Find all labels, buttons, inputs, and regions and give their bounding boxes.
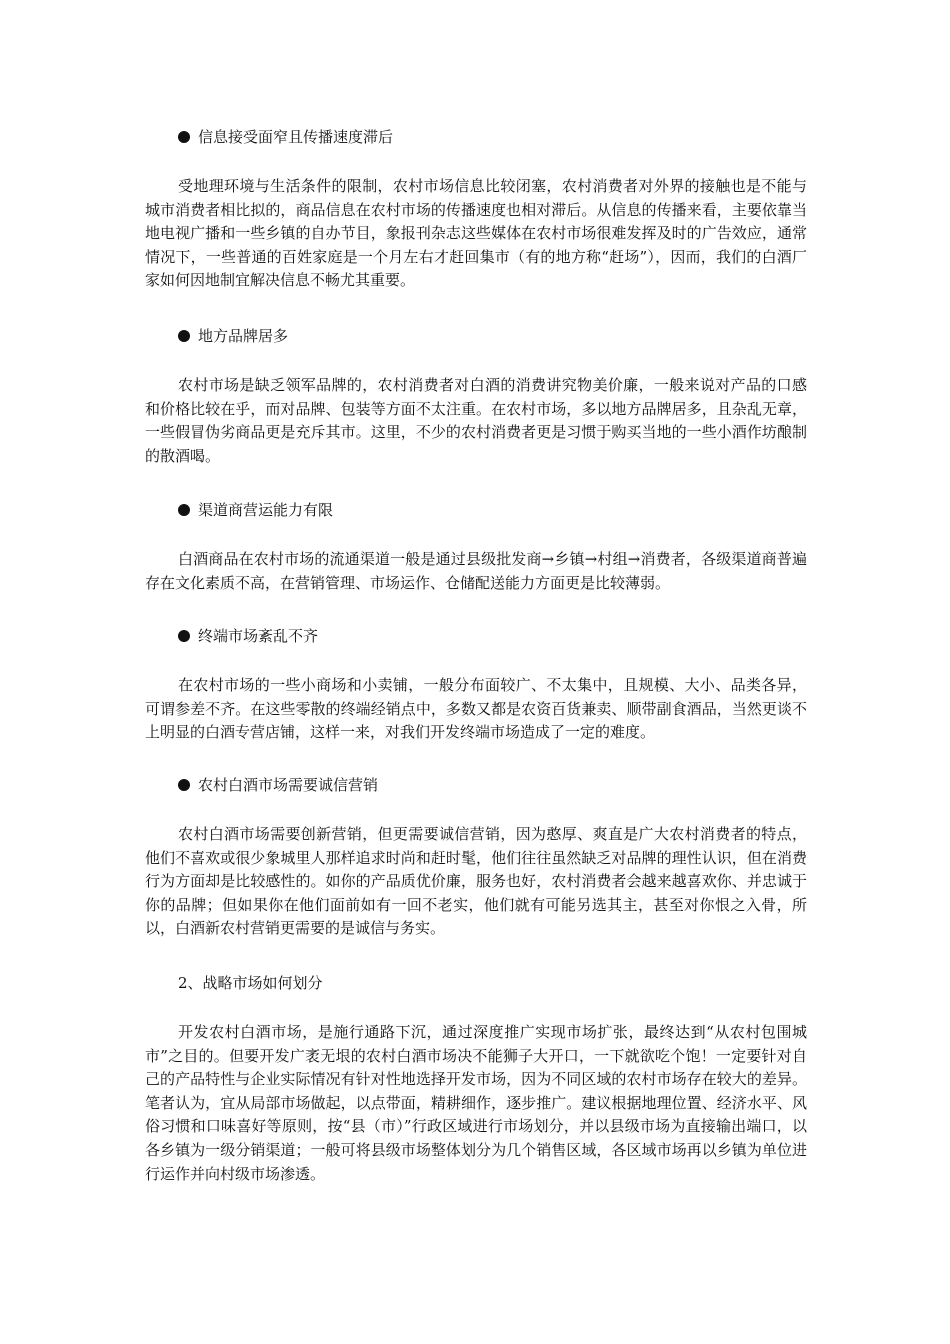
section-heading-local-brands (178, 326, 288, 346)
paragraph-market-division: 开发农村白酒市场，是施行通路下沉，通过深度推广实现市场扩张，最终达到“从农村包围城市”之目的。但要开发广袤无垠的农村白酒市场决不能狮子大开口，一下就欲吃个饱！一定要针对自己的产品特性与企业实际情况有针对性地选择开发市场，因为不同区域的农村市场存在较大的差异。笔者认为，宜从局部市场做起，以点带面，精耕细作，逐步推广。建议根据地理位置、经济水平、风俗习惯和口味喜好等原则，按“县（市）”行政区域进行市场划分，并以县级市场为直接输出端口，以各乡镇为一级分销渠道；一般可将县级市场整体划分为几个销售区域，各区域市场再以乡镇为单位进行运作并向村级市场渗透。 (145, 1023, 807, 1183)
heading-text: 渠道商营运能力有限 (198, 501, 334, 519)
heading-text: 终端市场紊乱不齐 (198, 627, 319, 645)
section-heading-info-spread (178, 127, 393, 147)
bullet-icon (178, 330, 190, 342)
section-heading-market-division (178, 973, 323, 993)
heading-text: 农村白酒市场需要诚信营销 (198, 776, 379, 794)
bullet-icon (178, 504, 190, 516)
paragraph-info-spread: 受地理环境与生活条件的限制，农村市场信息比较闭塞，农村消费者对外界的接触也是不能与城市消费者相比拟的，商品信息在农村市场的传播速度也相对滞后。从信息的传播来看，主要依靠当地电视广播和一些乡镇的自办节目，象报刊杂志这些媒体在农村市场很难发挥及时的广告效应，通常情况下，一些普通的百姓家庭是一个月左右才赶回集市（有的地方称“赶场”），因而，我们的白酒厂家如何因地制宜解决信息不畅尤其重要。 (145, 177, 807, 290)
paragraph-terminal-market: 在农村市场的一些小商场和小卖铺，一般分布面较广、不太集中，且规模、大小、品类各异，可谓参差不齐。在这些零散的终端经销点中，多数又都是农资百货兼卖、顺带副食酒品，当然更谈不上明显的白酒专营店铺，这样一来，对我们开发终端市场造成了一定的难度。 (145, 676, 807, 742)
heading-text: 地方品牌居多 (198, 327, 289, 345)
bullet-icon (178, 630, 190, 642)
bullet-icon (178, 131, 190, 143)
section-heading-integrity-marketing (178, 775, 378, 795)
bullet-icon (178, 779, 190, 791)
paragraph-local-brands: 农村市场是缺乏领军品牌的，农村消费者对白酒的消费讲究物美价廉，一般来说对产品的口感和价格比较在乎，而对品牌、包装等方面不太注重。在农村市场，多以地方品牌居多，且杂乱无章，一些假冒伪劣商品更是充斥其市。这里，不少的农村消费者更是习惯于购买当地的一些小酒作坊酿制的散酒喝。 (145, 376, 807, 465)
paragraph-channel-capacity: 白酒商品在农村市场的流通渠道一般是通过县级批发商→乡镇→村组→消费者，各级渠道商普遍存在文化素质不高，在营销管理、市场运作、仓储配送能力方面更是比较薄弱。 (145, 550, 807, 592)
section-heading-terminal-market (178, 626, 318, 646)
heading-text: 2、战略市场如何划分 (178, 974, 323, 992)
heading-text: 信息接受面窄且传播速度滞后 (198, 128, 394, 146)
section-heading-channel-capacity (178, 500, 333, 520)
paragraph-integrity-marketing: 农村白酒市场需要创新营销，但更需要诚信营销，因为憨厚、爽直是广大农村消费者的特点，他们不喜欢或很少象城里人那样追求时尚和赶时髦，他们往往虽然缺乏对品牌的理性认识，但在消费行为方面却是比较感性的。如你的产品质优价廉，服务也好，农村消费者会越来越喜欢你、并忠诚于你的品牌；但如果你在他们面前如有一回不老实，他们就有可能另选其主，甚至对你恨之入骨，所以，白酒新农村营销更需要的是诚信与务实。 (145, 825, 807, 938)
